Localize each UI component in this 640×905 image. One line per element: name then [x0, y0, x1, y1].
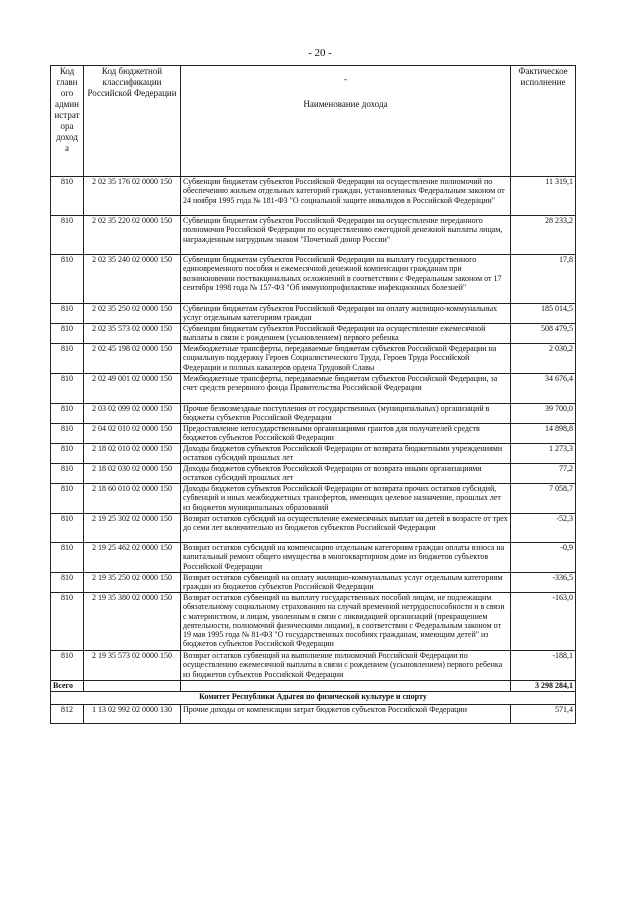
- budget-code-cell: 2 02 35 240 02 0000 150: [84, 255, 181, 304]
- admin-code-cell: 810: [51, 255, 84, 304]
- income-table: [50, 65, 576, 724]
- income-name-cell: Возврат остатков субсидий на компенсацию отдельным категориям граждан оплаты взноса на капитальный ремонт общего имущества в многоквартирном доме из бюджетов субъектов Российской Федерации: [181, 543, 511, 573]
- header-income-name-label: Наименование дохода: [303, 99, 388, 109]
- header-income-name: [181, 66, 511, 177]
- income-name-cell: Доходы бюджетов субъектов Российской Федерации от возврата иными организациями остатков субсидий прошлых лет: [181, 464, 511, 484]
- sum-cell: 77,2: [511, 464, 576, 484]
- admin-code-cell: 810: [51, 514, 84, 543]
- table-row: [51, 464, 576, 484]
- sum-cell: 1 273,3: [511, 444, 576, 464]
- admin-code-cell: 810: [51, 304, 84, 324]
- header-dash: -: [344, 74, 347, 84]
- sum-cell: -188,1: [511, 651, 576, 681]
- total-empty-name: [181, 681, 511, 692]
- table-row: [51, 324, 576, 344]
- table-row: [51, 404, 576, 424]
- sum-cell: 7 058,7: [511, 484, 576, 514]
- sum-cell: -163,0: [511, 593, 576, 651]
- budget-code-cell: 2 19 35 380 02 0000 150: [84, 593, 181, 651]
- budget-code-cell: 2 18 60 010 02 0000 150: [84, 484, 181, 514]
- income-name-cell: Субвенции бюджетам субъектов Российской Федерации на оплату жилищно-коммунальных услуг отдельным категориям граждан: [181, 304, 511, 324]
- admin-code-cell: 810: [51, 543, 84, 573]
- table-row: [51, 593, 576, 651]
- header-admin-code: Код главн ого админ истрат ора доход а: [51, 66, 84, 177]
- table-row: [51, 543, 576, 573]
- table-row: [51, 573, 576, 593]
- income-name-cell: Возврат остатков субвенций на оплату жилищно-коммунальных услуг отдельным категориям граждан из бюджетов субъектов Российской Федерации: [181, 573, 511, 593]
- admin-code-cell: 810: [51, 216, 84, 255]
- table-row: [51, 484, 576, 514]
- income-name-cell: Межбюджетные трансферты, передаваемые бюджетам субъектов Российской Федерации на социальную поддержку Героев Социалистического Труда, Героев Труда Российской Федерации и полных кавалеров ордена Трудовой Славы: [181, 344, 511, 374]
- sum-cell: 11 319,1: [511, 177, 576, 216]
- income-name-cell: Возврат остатков субвенций на выплату государственных пособий лицам, не подлежащим обязательному социальному страхованию на случай временной нетрудоспособности и в связи с материнством, и лицам, уволенным в связи с ликвидацией организаций (прекращением деятельности, полномочий физическими лицами), в соответствии с Федеральным законом от 19 мая 1995 года № 81-ФЗ "О государственных пособиях гражданам, имеющим детей" из бюджетов субъектов Российской Федерации: [181, 593, 511, 651]
- table-row: [51, 344, 576, 374]
- section-row: [51, 692, 576, 705]
- income-name-cell: Доходы бюджетов субъектов Российской Федерации от возврата бюджетными учреждениями остатков субсидий прошлых лет: [181, 444, 511, 464]
- sum-cell: 508 479,5: [511, 324, 576, 344]
- total-label: Всего: [51, 681, 84, 692]
- income-name-cell: Субвенции бюджетам субъектов Российской Федерации на осуществление ежемесячной выплаты в связи с рождением (усыновлением) первого ребенка: [181, 324, 511, 344]
- table-row: [51, 514, 576, 543]
- budget-code-cell: 2 19 25 302 02 0000 150: [84, 514, 181, 543]
- sum-cell: 2 030,2: [511, 344, 576, 374]
- income-name-cell: Субвенции бюджетам субъектов Российской Федерации на осуществление полномочий по обеспечению жильем отдельных категорий граждан, установленных Федеральным законом от 24 ноября 1995 года № 181-ФЗ "О социальной защите инвалидов в Российской Федерации": [181, 177, 511, 216]
- income-name-cell: Прочие безвозмездные поступления от государственных (муниципальных) организаций в бюджеты субъектов Российской Федерации: [181, 404, 511, 424]
- table-row: [51, 216, 576, 255]
- table-row: [51, 255, 576, 304]
- admin-code-cell: 810: [51, 424, 84, 444]
- sum-cell: -52,3: [511, 514, 576, 543]
- admin-code-cell: 810: [51, 573, 84, 593]
- sum-cell: 17,8: [511, 255, 576, 304]
- sum-cell: 34 676,4: [511, 374, 576, 404]
- table-row: [51, 374, 576, 404]
- table-body: [51, 177, 576, 724]
- header-budget-code: Код бюджетной классификации Российской Федерации: [84, 66, 181, 177]
- admin-code-cell: 810: [51, 344, 84, 374]
- budget-code-cell: 2 19 35 573 02 0000 150: [84, 651, 181, 681]
- budget-code-cell: 2 04 02 010 02 0000 150: [84, 424, 181, 444]
- budget-code-cell: 2 02 35 250 02 0000 150: [84, 304, 181, 324]
- sum-cell: 14 898,8: [511, 424, 576, 444]
- table-row: [51, 424, 576, 444]
- sum-cell: -336,5: [511, 573, 576, 593]
- budget-code-cell: 2 02 35 573 02 0000 150: [84, 324, 181, 344]
- income-name-cell: Субвенции бюджетам субъектов Российской Федерации на осуществление переданного полномочия Российской Федерации по осуществлению ежегодной денежной выплаты лицам, награжденным нагрудным знаком "Почетный донор России": [181, 216, 511, 255]
- admin-code-cell: 810: [51, 444, 84, 464]
- sum-cell: 185 014,5: [511, 304, 576, 324]
- budget-code-cell: 2 18 02 010 02 0000 150: [84, 444, 181, 464]
- sum-cell: -0,9: [511, 543, 576, 573]
- admin-code-cell: 810: [51, 404, 84, 424]
- header-actual-sum: Фактическое исполнение: [511, 66, 576, 177]
- budget-code-cell: 2 02 49 001 02 0000 150: [84, 374, 181, 404]
- income-name-cell: Предоставление негосударственными организациями грантов для получателей средств бюджетов субъектов Российской Федерации: [181, 424, 511, 444]
- income-name-cell: Прочие доходы от компенсации затрат бюджетов субъектов Российской Федерации: [181, 705, 511, 724]
- page-number: - 20 -: [308, 47, 332, 59]
- admin-code-cell: 810: [51, 484, 84, 514]
- admin-code-cell: 812: [51, 705, 84, 724]
- income-name-cell: Субвенции бюджетам субъектов Российской Федерации на выплату государственного единовременного пособия и ежемесячной денежной компенсации гражданам при возникновении поствакцинальных осложнений в соответствии с Федеральным законом от 17 сентября 1998 года № 157-ФЗ "Об иммунопрофилактике инфекционных болезней": [181, 255, 511, 304]
- admin-code-cell: 810: [51, 464, 84, 484]
- budget-code-cell: 2 02 35 176 02 0000 150: [84, 177, 181, 216]
- budget-code-cell: 2 02 45 198 02 0000 150: [84, 344, 181, 374]
- table-row: [51, 651, 576, 681]
- total-empty-code: [84, 681, 181, 692]
- budget-code-cell: 2 03 02 099 02 0000 150: [84, 404, 181, 424]
- table-row: [51, 177, 576, 216]
- table-row: [51, 304, 576, 324]
- budget-code-cell: 2 02 35 220 02 0000 150: [84, 216, 181, 255]
- sum-cell: 39 700,0: [511, 404, 576, 424]
- budget-code-cell: 2 19 25 462 02 0000 150: [84, 543, 181, 573]
- table-row: [51, 705, 576, 724]
- admin-code-cell: 810: [51, 324, 84, 344]
- budget-code-cell: 1 13 02 992 02 0000 130: [84, 705, 181, 724]
- admin-code-cell: 810: [51, 177, 84, 216]
- income-name-cell: Возврат остатков субвенций на выполнение полномочий Российской Федерации по осуществлению ежемесячной выплаты в связи с рождением (усыновлением) первого ребенка из бюджетов субъектов Российской Федерации: [181, 651, 511, 681]
- admin-code-cell: 810: [51, 593, 84, 651]
- income-name-cell: Межбюджетные трансферты, передаваемые бюджетам субъектов Российской Федерации, за счет средств резервного фонда Правительства Российской Федерации: [181, 374, 511, 404]
- budget-code-cell: 2 19 35 250 02 0000 150: [84, 573, 181, 593]
- income-name-cell: Возврат остатков субсидий на осуществление ежемесячных выплат на детей в возрасте от трех до семи лет включительно из бюджетов субъектов Российской Федерации: [181, 514, 511, 543]
- income-name-cell: Доходы бюджетов субъектов Российской Федерации от возврата прочих остатков субсидий, субвенций и иных межбюджетных трансфертов, имеющих целевое назначение, прошлых лет из бюджетов муниципальных образований: [181, 484, 511, 514]
- header-row: [51, 66, 576, 177]
- table-row: [51, 444, 576, 464]
- sum-cell: 28 233,2: [511, 216, 576, 255]
- sum-cell: 571,4: [511, 705, 576, 724]
- total-sum: 3 298 284,1: [511, 681, 576, 692]
- admin-code-cell: 810: [51, 374, 84, 404]
- section-title: Комитет Республики Адыгея по физической культуре и спорту: [51, 692, 576, 705]
- total-row: [51, 681, 576, 692]
- budget-code-cell: 2 18 02 030 02 0000 150: [84, 464, 181, 484]
- admin-code-cell: 810: [51, 651, 84, 681]
